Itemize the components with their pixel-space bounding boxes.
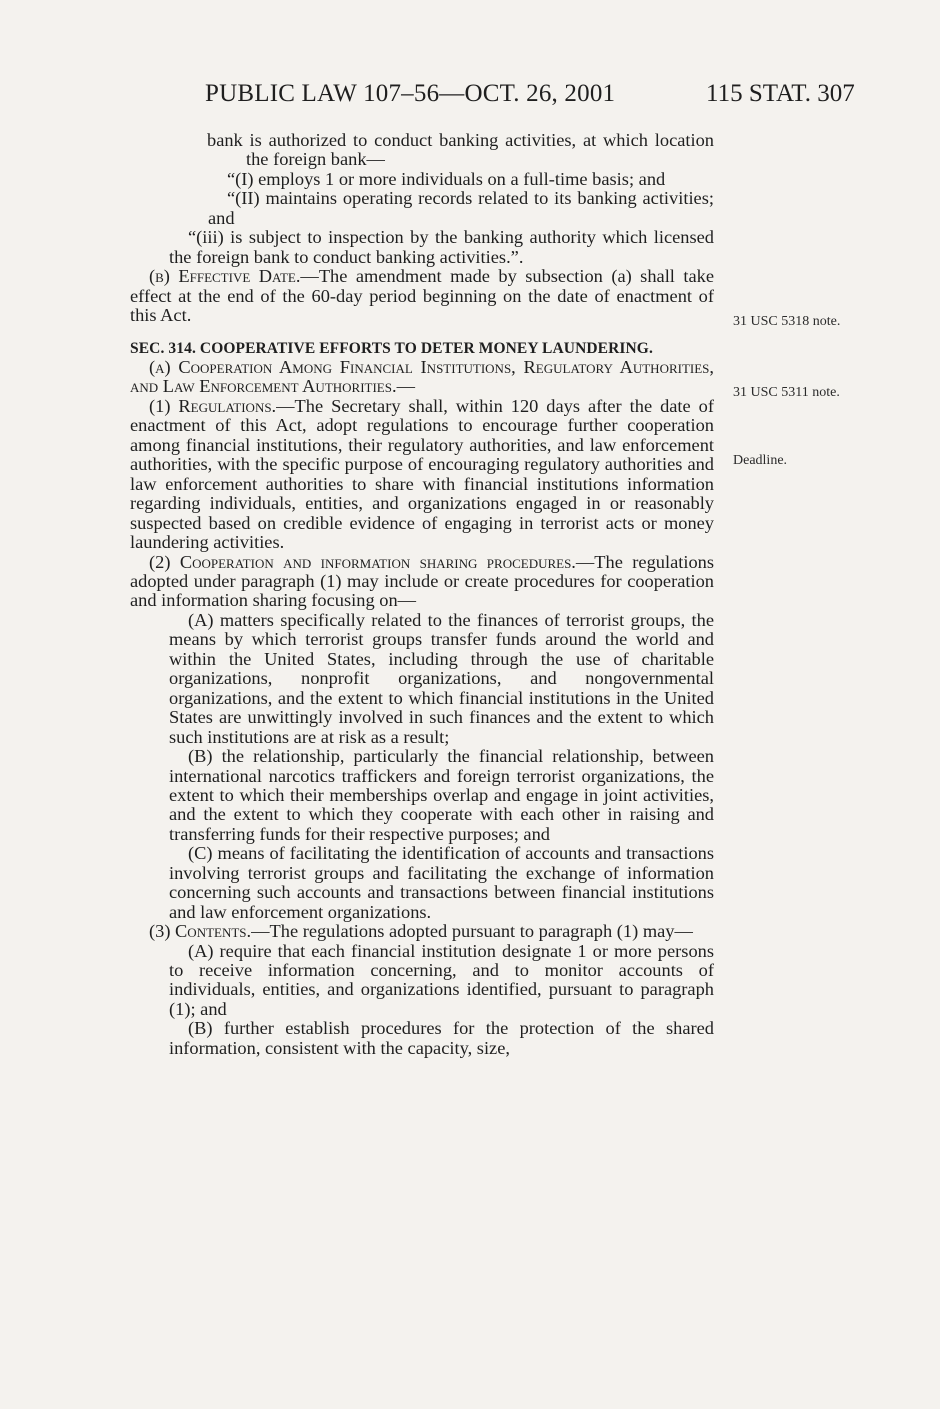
subparagraph-3b: (B) further establish procedures for the protection of the shared information, consistent with the capacity, size, <box>169 1018 714 1058</box>
running-header-page-number: 115 STAT. 307 <box>706 80 855 107</box>
margin-note-usc-5318: 31 USC 5318 note. <box>733 314 841 329</box>
margin-note-usc-5311: 31 USC 5311 note. <box>733 385 840 400</box>
paragraph-continuation: bank is authorized to conduct banking activities, at which location the foreign bank— <box>207 130 714 170</box>
subsection-b-effective-date <box>130 267 714 325</box>
subsection-b-heading: (b) Effective Date.— <box>149 266 319 287</box>
subsection-a-heading: (a) Cooperation Among Financial Institutions, Regulatory Authorities, and Law Enforcement Authorities.— <box>130 356 714 397</box>
paragraph-3-text: The regulations adopted pursuant to paragraph (1) may— <box>269 921 693 942</box>
paragraph-2-heading: (2) Cooperation and information sharing procedures.— <box>149 551 595 572</box>
paragraph-2-procedures <box>130 553 714 611</box>
paragraph-1-text: The Secretary shall, within 120 days after the date of enactment of this Act, adopt regulations to encourage further cooperation among financial institutions, their regulatory authorities, and law enforcement authorities, with the specific purpose of encouraging regulatory authorities and law enforcement authorities to share with financial institutions information regarding individuals, entities, and organizations engaged in or reasonably suspected based on credible evidence of engaging in terrorist acts or money laundering activities. <box>130 395 714 553</box>
subparagraph-2a: (A) matters specifically related to the finances of terrorist groups, the means by which terrorist groups transfer funds around the world and within the United States, including through the use of charitable organizations, nonprofit organizations, and nongovernmental organizations, and the extent to which financial institutions in the United States are unwittingly involved in such finances and the extent to which such institutions are at risk as a result; <box>169 609 714 747</box>
paragraph-1-heading: (1) Regulations.— <box>149 395 295 416</box>
paragraph-2-text: The regulations adopted under paragraph (1) may include or create procedures for cooperation and information sharing focusing on— <box>130 551 714 611</box>
clause-ii: “(II) maintains operating records related to its banking activities; and <box>208 188 714 228</box>
section-314-heading: SEC. 314. COOPERATIVE EFFORTS TO DETER MONEY LAUNDERING. <box>130 339 653 357</box>
statute-body <box>130 131 714 1058</box>
paragraph-3-contents <box>130 922 714 941</box>
paragraph-1-regulations <box>130 397 714 553</box>
margin-note-deadline: Deadline. <box>733 453 788 468</box>
subparagraph-2b: (B) the relationship, particularly the financial relationship, between international narcotics traffickers and foreign terrorist organizations, the extent to which their memberships overlap and engage in joint activities, and the extent to which they cooperate with each other in raising and transferring funds for their respective purposes; and <box>169 746 714 844</box>
clause-i: “(I) employs 1 or more individuals on a full-time basis; and <box>227 168 666 189</box>
running-header-title: PUBLIC LAW 107–56—OCT. 26, 2001 <box>205 80 616 107</box>
paragraph-3-heading: (3) Contents.— <box>149 921 270 942</box>
subparagraph-2c: (C) means of facilitating the identification of accounts and transactions involving terrorist groups and facilitating the exchange of information concerning such accounts and transactions between financial institutions and law enforcement organizations. <box>169 843 714 922</box>
subsection-b-text: The amendment made by subsection (a) shall take effect at the end of the 60-day period beginning on the date of enactment of this Act. <box>130 266 714 326</box>
subparagraph-3a: (A) require that each financial institution designate 1 or more persons to receive information concerning, and to monitor accounts of individuals, entities, and organizations identified, pursuant to paragraph (1); and <box>169 940 714 1019</box>
clause-iii: “(iii) is subject to inspection by the banking authority which licensed the foreign bank to conduct banking activities.”. <box>169 227 714 267</box>
